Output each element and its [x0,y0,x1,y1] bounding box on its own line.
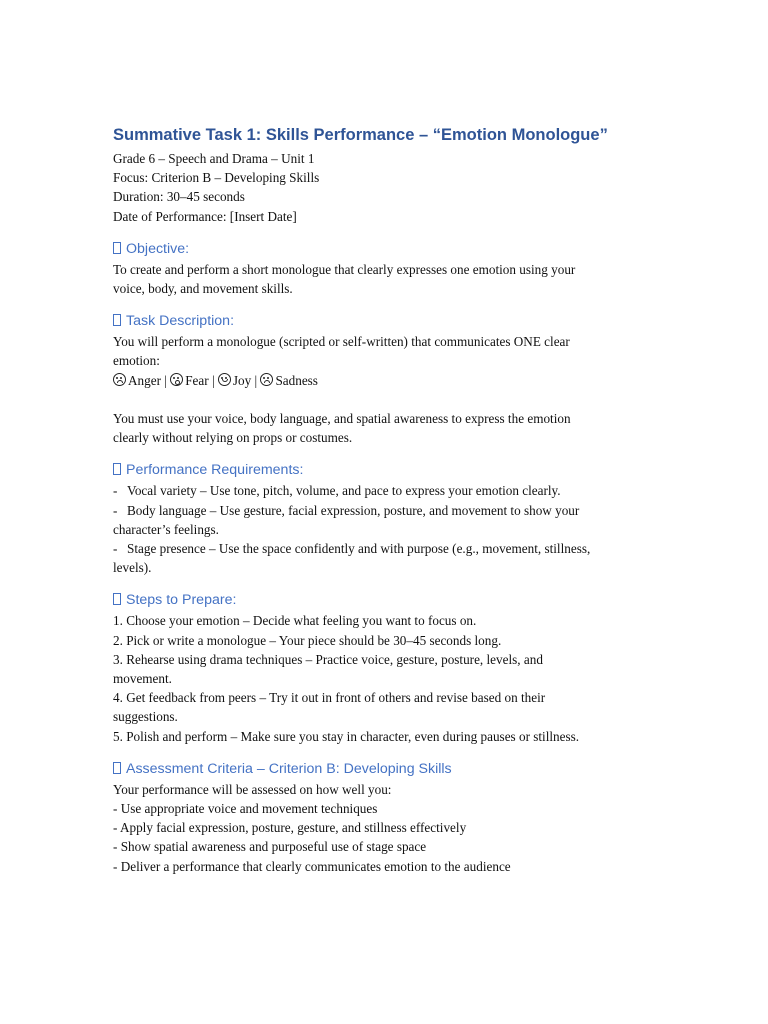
document-body [113,124,653,876]
meta-duration: Duration: 30–45 seconds [113,189,245,205]
steps-heading [113,590,653,610]
requirement-line: character’s feelings. [113,521,219,537]
assessment-line: - Apply facial expression, posture, gesture, and stillness effectively [113,820,467,836]
bullet-dash: - [113,502,118,518]
objective-heading [113,239,653,259]
emotion-list [113,371,653,390]
requirement-item [113,539,653,558]
joyful-face-icon [218,373,231,386]
step-line: 3. Rehearse using drama techniques – Practice voice, gesture, posture, levels, and [113,651,543,667]
step-line: 1. Choose your emotion – Decide what feeling you want to focus on. [113,613,477,629]
requirement-line: levels). [113,560,152,576]
bullet-dash: - [113,541,118,557]
objective-line: voice, body, and movement skills. [113,281,293,297]
spacer [113,390,653,409]
separator: | [251,372,261,388]
objective-line: To create and perform a short monologue that clearly expresses one emotion using your [113,261,576,277]
step-line: 5. Polish and perform – Make sure you stay in character, even during pauses or stillness. [113,728,580,744]
fearful-face-icon [170,373,183,386]
assessment-heading-text: Assessment Criteria – Criterion B: Developing Skills [126,760,452,777]
angry-face-icon [113,373,126,386]
meta-focus: Focus: Criterion B – Developing Skills [113,170,320,186]
task-heading [113,311,653,331]
requirement-text: Vocal variety – Use tone, pitch, volume, and pace to express your emotion clearly. [127,483,561,499]
emotion-sadness: Sadness [275,372,318,388]
separator: | [160,372,171,388]
emotion-fear: Fear [185,372,209,388]
step-line: 2. Pick or write a monologue – Your piece should be 30–45 seconds long. [113,632,502,648]
assessment-line: - Use appropriate voice and movement techniques [113,801,378,817]
step-line: suggestions. [113,709,178,725]
requirement-item [113,501,653,520]
assessment-heading [113,759,653,779]
task-heading-text: Task Description: [126,313,235,330]
step-line: 4. Get feedback from peers – Try it out in front of others and revise based on their [113,690,546,706]
missing-glyph-icon [113,314,121,326]
requirement-text: Body language – Use gesture, facial expression, posture, and movement to show your [127,502,580,518]
requirements-heading-text: Performance Requirements: [126,462,304,479]
objective-heading-text: Objective: [126,240,190,257]
task-line: You must use your voice, body language, and spatial awareness to express the emotion [113,411,571,427]
missing-glyph-icon [113,593,121,605]
task-line: clearly without relying on props or costumes. [113,430,353,446]
task-line: emotion: [113,353,160,369]
missing-glyph-icon [113,242,121,254]
meta-grade: Grade 6 – Speech and Drama – Unit 1 [113,151,315,166]
meta-date: Date of Performance: [Insert Date] [113,208,297,224]
assessment-line: - Deliver a performance that clearly communicates emotion to the audience [113,858,511,874]
emotion-anger: Anger [128,372,161,388]
requirement-item [113,481,653,500]
missing-glyph-icon [113,463,121,475]
task-line: You will perform a monologue (scripted or self-written) that communicates ONE clear [113,334,570,350]
requirements-heading [113,460,653,480]
requirement-text: Stage presence – Use the space confidently and with purpose (e.g., movement, stillness, [127,541,591,557]
step-line: movement. [113,671,172,687]
separator: | [208,372,218,388]
document-title: Summative Task 1: Skills Performance – “Emotion Monologue” [113,126,608,144]
missing-glyph-icon [113,762,121,774]
task-meta [113,149,653,226]
assessment-line: Your performance will be assessed on how well you: [113,781,392,797]
sad-face-icon [260,373,273,386]
bullet-dash: - [113,483,118,499]
steps-heading-text: Steps to Prepare: [126,592,237,609]
assessment-line: - Show spatial awareness and purposeful use of stage space [113,839,427,855]
emotion-joy: Joy [232,372,252,388]
